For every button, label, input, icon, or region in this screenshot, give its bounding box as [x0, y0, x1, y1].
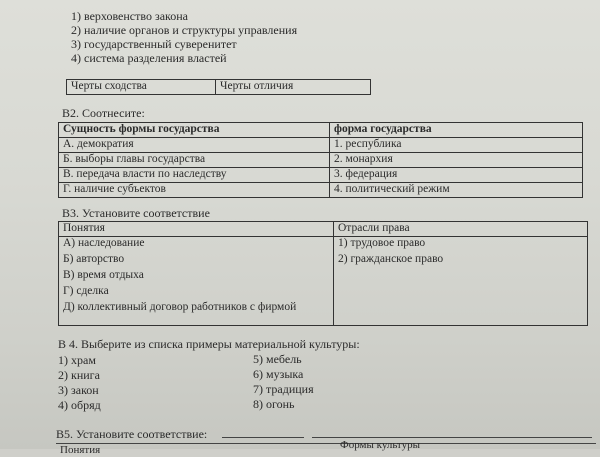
list-item: 2) наличие органов и структуры управления: [71, 23, 298, 37]
list-item: 1) верховенство закона: [71, 9, 188, 23]
list-item: А) наследование: [63, 237, 145, 249]
list-item: 4) обряд: [58, 398, 101, 412]
b2-title-text: В2. Соотнесите:: [62, 106, 145, 120]
table-cell: Б. выборы главы государства: [59, 153, 330, 168]
list-item: 8) огонь: [253, 397, 295, 411]
table-cell: 3. федерация: [330, 168, 583, 183]
compare-table: [66, 79, 371, 95]
list-item: 5) мебель: [253, 352, 302, 366]
b3-table: [58, 221, 588, 326]
b3-title: В3. Установите соответствие: [62, 206, 210, 220]
list-item: 1) храм: [58, 353, 96, 367]
list-item: В) время отдыха: [63, 269, 144, 281]
difference-header: Черты отличия: [216, 80, 371, 95]
list-item: 7) традиция: [253, 382, 314, 396]
list-item: Г) сделка: [63, 285, 109, 297]
list-item: 2) гражданское право: [338, 253, 444, 265]
b2-header-form: форма государства: [330, 123, 583, 138]
list-item: 6) музыка: [253, 367, 304, 381]
table-cell: В. передача власти по наследству: [59, 168, 330, 183]
list-item: Б) авторство: [63, 253, 125, 265]
table-cell: А. демократия: [59, 138, 330, 153]
divider: [312, 437, 592, 438]
b5-left-header: Понятия: [60, 444, 101, 456]
b3-header-branches: Отрасли права: [334, 222, 588, 237]
b2-table: [58, 122, 583, 198]
list-item: 1) трудовое право: [338, 237, 426, 249]
similarity-header: Черты сходства: [67, 80, 216, 95]
list-item: 3) государственный суверенитет: [71, 37, 237, 51]
b2-title: [62, 107, 145, 120]
list-item: 2) книга: [58, 368, 100, 382]
list-item: 3) закон: [58, 383, 99, 397]
b2-header-essence: Сущность формы государства: [59, 123, 330, 138]
divider: [56, 443, 596, 444]
table-cell: 1. республика: [330, 138, 583, 153]
list-item: Д) коллективный договор работников с фирмой: [63, 301, 297, 313]
b3-header-concepts: Понятия: [59, 222, 334, 237]
b5-title: В5. Установите соответствие:: [56, 427, 208, 441]
divider: [222, 437, 304, 438]
table-cell: 2. монархия: [330, 153, 583, 168]
table-cell: Г. наличие субъектов: [59, 183, 330, 198]
b4-title: В 4. Выберите из списка примеры материальной культуры:: [58, 337, 360, 351]
b5-right-header: Формы культуры: [340, 439, 420, 451]
table-cell: 4. политический режим: [330, 183, 583, 198]
list-item: 4) система разделения властей: [71, 51, 227, 65]
